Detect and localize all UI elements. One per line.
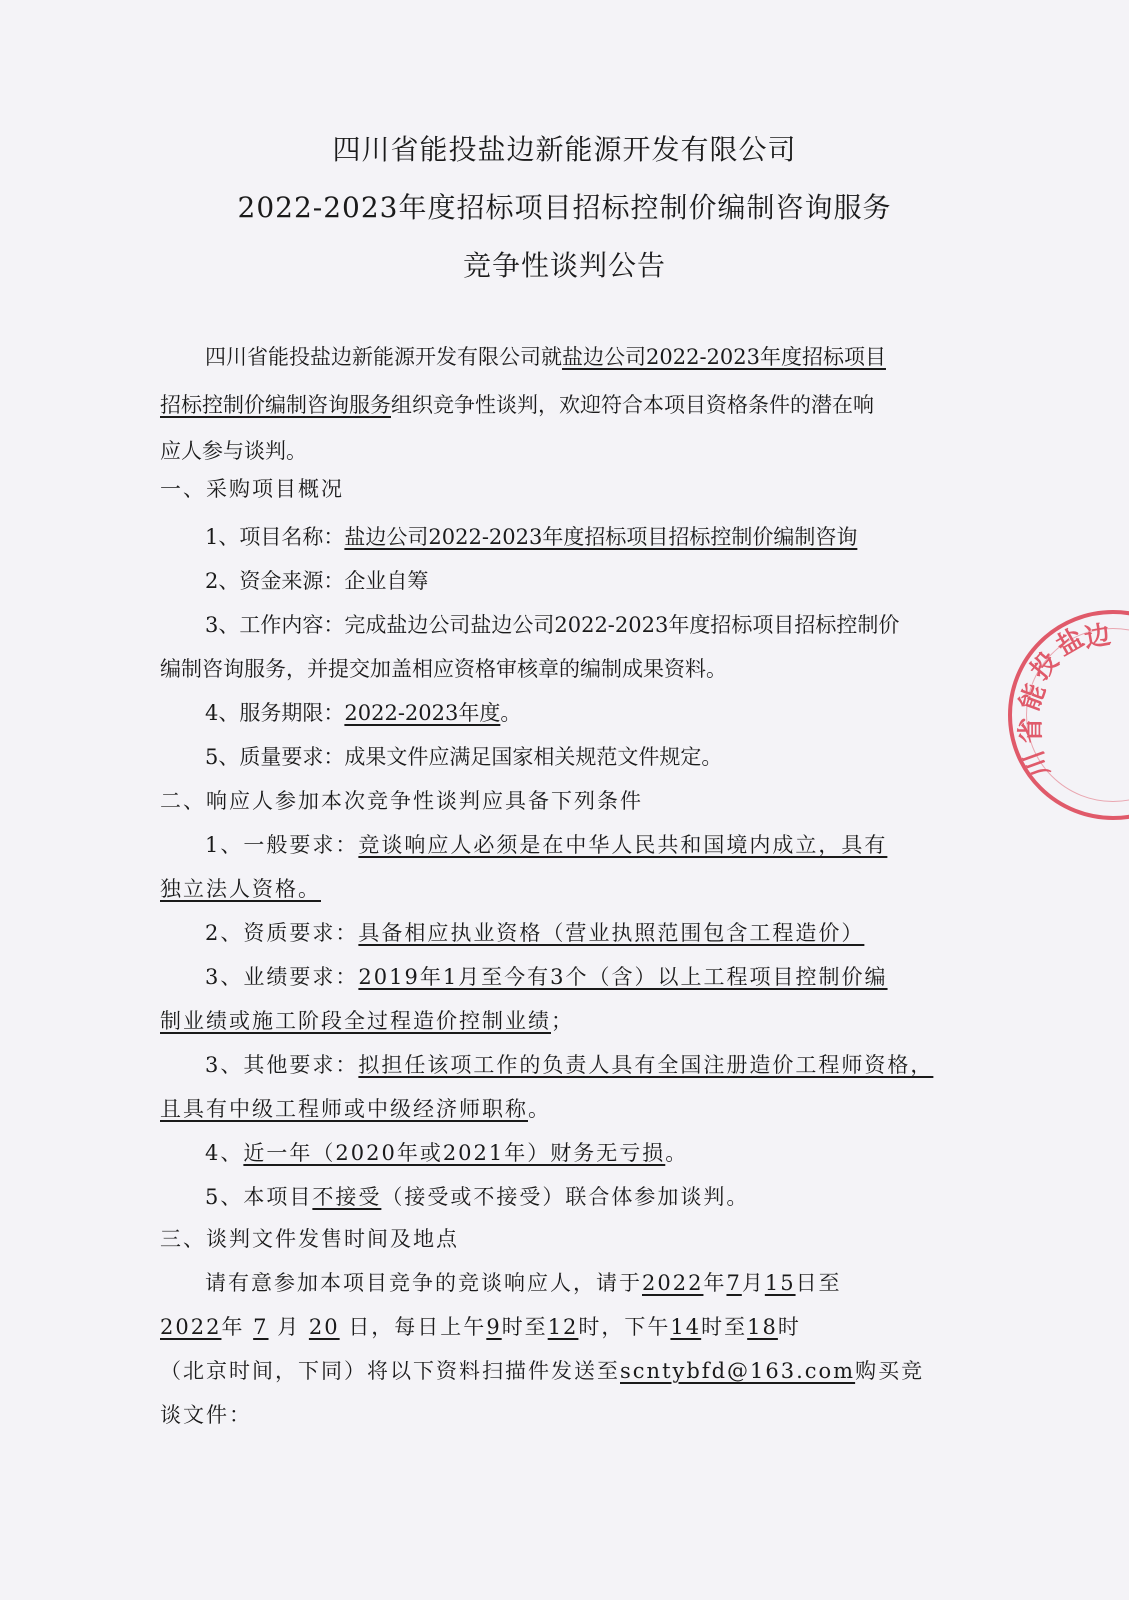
s3-line-1: 请有意参加本项目竞争的竞谈响应人，请于2022年7月15日至 bbox=[205, 1271, 842, 1295]
s1-item-4: 4、服务期限：2022-2023年度。 bbox=[205, 701, 522, 725]
s2-item-5: 4、近一年（2020年或2021年）财务无亏损。 bbox=[205, 1141, 689, 1165]
s2-item-6: 5、本项目不接受（接受或不接受）联合体参加谈判。 bbox=[205, 1185, 750, 1209]
s1-item-2: 2、资金来源：企业自筹 bbox=[205, 569, 429, 593]
s3-line-3: （北京时间，下同）将以下资料扫描件发送至scntybfd@163.com购买竞 bbox=[160, 1359, 925, 1383]
s2-item-2: 2、资质要求：具备相应执业资格（营业执照范围包含工程造价） bbox=[205, 921, 865, 945]
company-seal: 盐 边 投 能 省 川 bbox=[1008, 610, 1129, 820]
intro-line-2: 招标控制价编制咨询服务组织竞争性谈判，欢迎符合本项目资格条件的潜在响 bbox=[160, 393, 874, 417]
s1-item-1: 1、项目名称：盐边公司2022-2023年度招标项目招标控制价编制咨询 bbox=[205, 525, 858, 549]
title-line-2: 2022-2023年度招标项目招标控制价编制咨询服务 bbox=[237, 191, 892, 224]
project-owner-underline: 盐边公司2022-2023年度招标项目 bbox=[562, 345, 886, 369]
email-link[interactable]: scntybfd@163.com bbox=[620, 1359, 856, 1383]
s1-item-3b: 编制咨询服务，并提交加盖相应资格审核章的编制成果资料。 bbox=[160, 657, 727, 681]
section-3-heading: 三、谈判文件发售时间及地点 bbox=[160, 1227, 459, 1251]
title-line-1: 四川省能投盐边新能源开发有限公司 bbox=[332, 133, 797, 166]
s1-item-3a: 3、工作内容：完成盐边公司盐边公司2022-2023年度招标项目招标控制价 bbox=[205, 613, 900, 637]
s3-line-2: 2022年 7 月 20 日，每日上午9时至12时，下午14时至18时 bbox=[160, 1315, 801, 1339]
s1-item-5: 5、质量要求：成果文件应满足国家相关规范文件规定。 bbox=[205, 745, 723, 769]
s2-item-4b: 且具有中级工程师或中级经济师职称。 bbox=[160, 1097, 551, 1121]
s2-item-1a: 1、一般要求：竞谈响应人必须是在中华人民共和国境内成立，具有 bbox=[205, 833, 888, 857]
section-2-heading: 二、响应人参加本次竞争性谈判应具备下列条件 bbox=[160, 789, 643, 813]
s2-item-3a: 3、业绩要求：2019年1月至今有3个（含）以上工程项目控制价编 bbox=[205, 965, 888, 989]
title-line-3: 竞争性谈判公告 bbox=[462, 249, 666, 282]
s2-item-1b: 独立法人资格。 bbox=[160, 877, 321, 901]
section-1-heading: 一、采购项目概况 bbox=[160, 477, 344, 501]
intro-line-3: 应人参与谈判。 bbox=[160, 439, 307, 463]
intro-line-1: 四川省能投盐边新能源开发有限公司就盐边公司2022-2023年度招标项目 bbox=[205, 345, 886, 369]
s3-line-4: 谈文件： bbox=[160, 1403, 252, 1427]
s2-item-3b: 制业绩或施工阶段全过程造价控制业绩； bbox=[160, 1009, 574, 1033]
s2-item-4a: 3、其他要求：拟担任该项工作的负责人具有全国注册造价工程师资格， bbox=[205, 1053, 934, 1077]
